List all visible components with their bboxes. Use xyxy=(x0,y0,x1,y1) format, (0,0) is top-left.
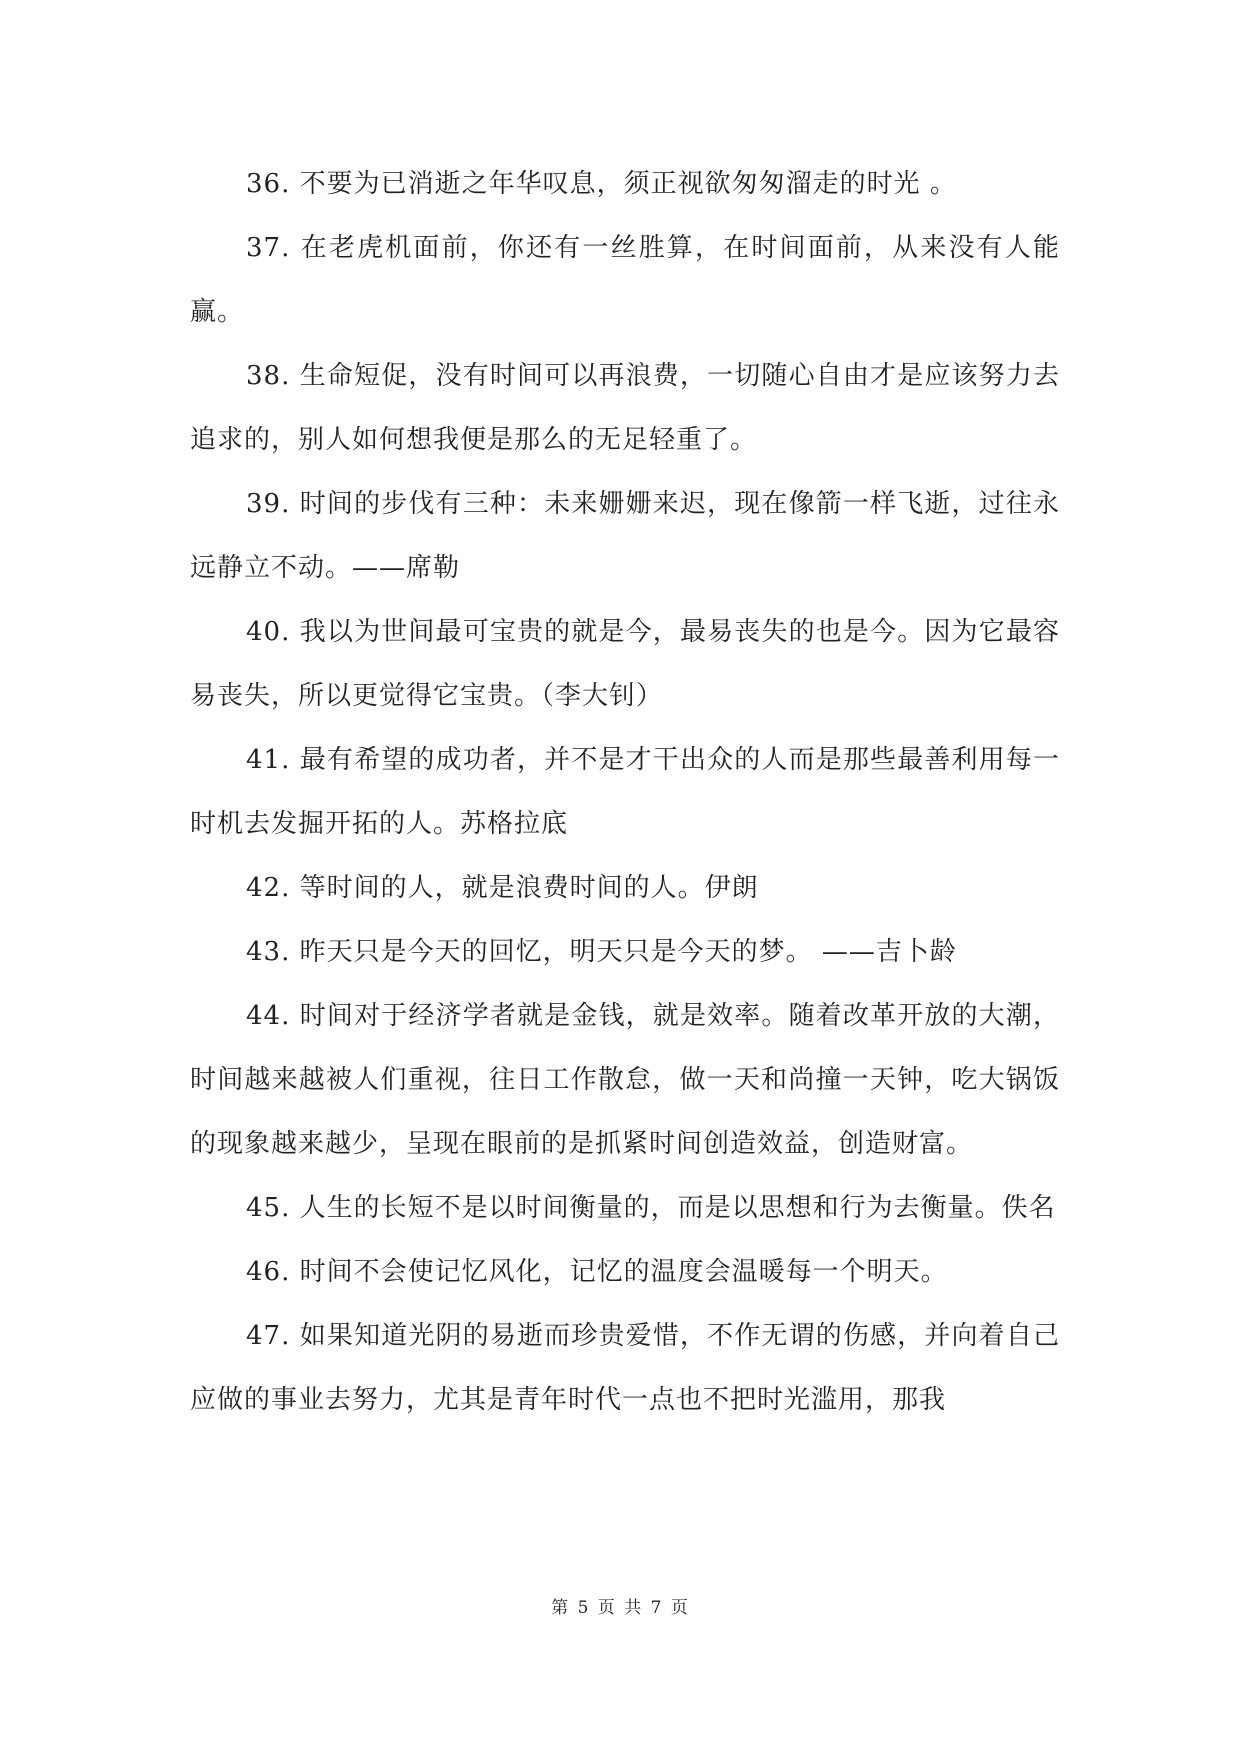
quote-paragraph-46: 46. 时间不会使记忆风化，记忆的温度会温暖每一个明天。 xyxy=(246,1257,948,1287)
quote-paragraph-41: 41. 最有希望的成功者，并不是才干出众的人而是那些最善利用每一时机去发掘开拓的人。苏格拉底 xyxy=(190,745,1060,839)
page-footer: 第 5 页 共 7 页 xyxy=(551,1598,690,1618)
quote-paragraph-40: 40. 我以为世间最可宝贵的就是今，最易丧失的也是今。因为它最容易丧失，所以更觉得它宝贵。（李大钊） xyxy=(190,617,1060,711)
quote-paragraph-36: 36. 不要为已消逝之年华叹息，须正视欲匆匆溜走的时光 。 xyxy=(246,169,957,199)
quote-paragraph-37: 37. 在老虎机面前，你还有一丝胜算，在时间面前，从来没有人能赢。 xyxy=(190,233,1060,327)
quote-paragraph-43: 43. 昨天只是今天的回忆，明天只是今天的梦。 ——吉卜龄 xyxy=(246,937,957,967)
quote-paragraph-44: 44. 时间对于经济学者就是金钱，就是效率。随着改革开放的大潮，时间越来越被人们重视，往日工作散怠，做一天和尚撞一天钟，吃大锅饭的现象越来越少，呈现在眼前的是抓紧时间创造效益，创造财富。 xyxy=(190,1001,1060,1159)
quote-paragraph-42: 42. 等时间的人，就是浪费时间的人。伊朗 xyxy=(246,873,759,903)
quote-paragraph-38: 38. 生命短促，没有时间可以再浪费，一切随心自由才是应该努力去追求的，别人如何想我便是那么的无足轻重了。 xyxy=(190,361,1060,455)
quote-paragraph-45: 45. 人生的长短不是以时间衡量的，而是以思想和行为去衡量。佚名 xyxy=(246,1193,1056,1223)
document-body xyxy=(190,152,1060,1432)
quote-paragraph-47: 47. 如果知道光阴的易逝而珍贵爱惜，不作无谓的伤感，并向着自己应做的事业去努力，尤其是青年时代一点也不把时光滥用，那我 xyxy=(190,1321,1060,1415)
quote-paragraph-39: 39. 时间的步伐有三种：未来姗姗来迟，现在像箭一样飞逝，过往永远静立不动。——席勒 xyxy=(190,489,1060,583)
